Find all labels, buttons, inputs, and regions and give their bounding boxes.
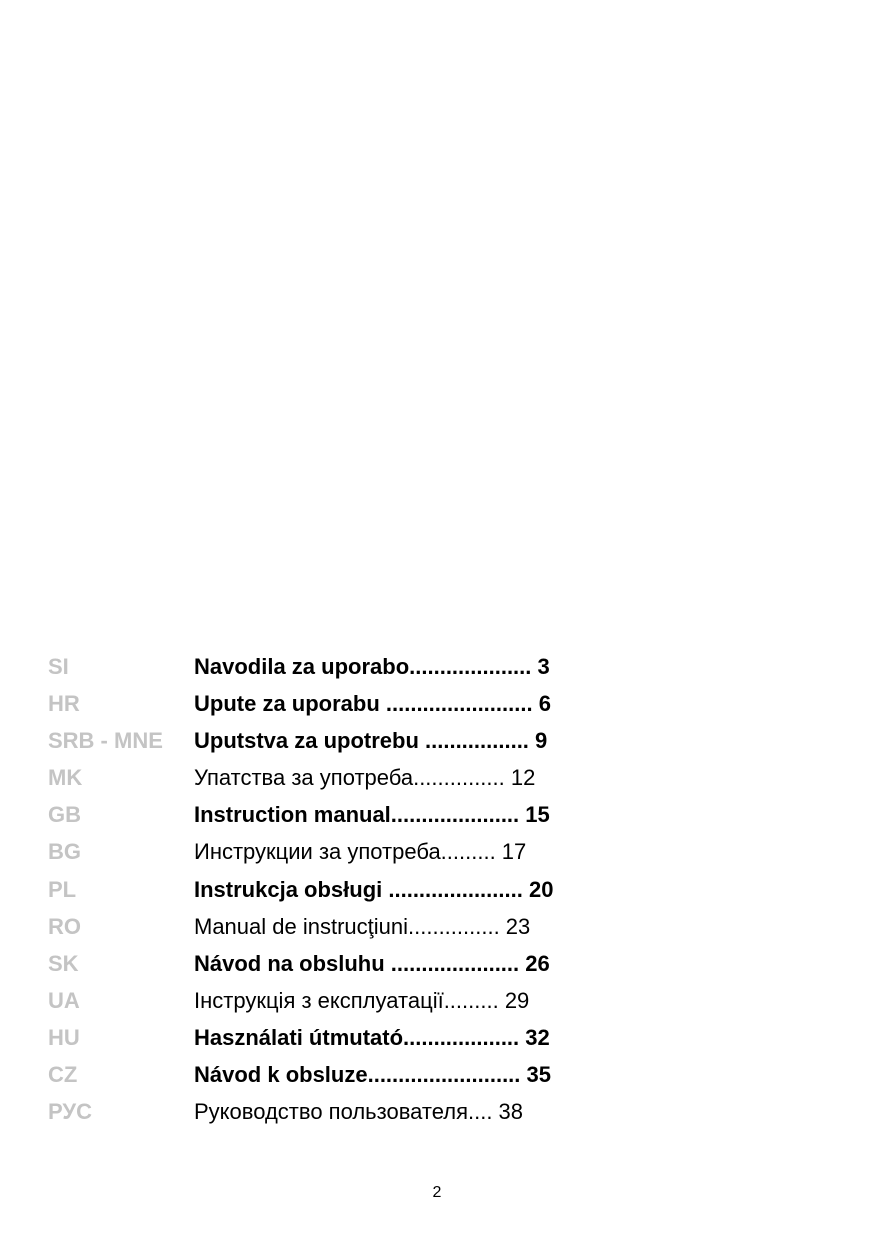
toc-row — [48, 1019, 608, 1056]
toc-row — [48, 685, 608, 722]
toc-entry: Інструкція з експлуатації......... 29 — [194, 987, 530, 1013]
toc-row — [48, 908, 608, 945]
toc-entry: Manual de instrucţiuni............... 23 — [194, 913, 531, 939]
toc-entry: Návod k obsluze......................... 35 — [194, 1062, 551, 1088]
language-code: MK — [48, 765, 83, 791]
toc-row — [48, 722, 608, 759]
language-code: SRB - MNE — [48, 728, 163, 754]
toc-entry: Upute za uporabu ........................ 6 — [194, 691, 551, 717]
toc-entry: Инструкции за употреба......... 17 — [194, 839, 527, 865]
language-code: SK — [48, 950, 79, 976]
language-code: CZ — [48, 1062, 78, 1088]
toc-entry: Navodila za uporabo.................... 3 — [194, 654, 550, 679]
toc-row — [48, 648, 608, 685]
toc-row — [48, 796, 608, 833]
toc-entry: Instruction manual..................... 15 — [194, 802, 550, 828]
toc-entry: Instrukcja obsługi ...................... 20 — [194, 876, 554, 902]
toc-entry: Uputstva za upotrebu ................. 9 — [194, 728, 548, 754]
language-code: SI — [48, 654, 69, 679]
toc-entry: Руководство пользователя.... 38 — [194, 1099, 524, 1125]
language-code: BG — [48, 839, 81, 865]
toc-row — [48, 982, 608, 1019]
toc-row — [48, 1056, 608, 1093]
language-code: UA — [48, 987, 80, 1013]
language-code: HU — [48, 1024, 80, 1050]
toc-row — [48, 759, 608, 796]
toc-row — [48, 871, 608, 908]
toc-row — [48, 945, 608, 982]
language-code: HR — [48, 691, 80, 717]
table-of-contents — [48, 648, 608, 1130]
toc-entry: Упатства за употреба............... 12 — [194, 765, 536, 791]
toc-row — [48, 1093, 608, 1130]
language-code: RO — [48, 913, 81, 939]
page-number: 2 — [432, 1184, 442, 1201]
toc-entry: Návod na obsluhu ..................... 26 — [194, 950, 550, 976]
toc-entry: Használati útmutató................... 32 — [194, 1024, 550, 1050]
language-code: PL — [48, 876, 77, 902]
language-code: РУС — [48, 1099, 92, 1125]
language-code: GB — [48, 802, 81, 828]
toc-row — [48, 833, 608, 870]
